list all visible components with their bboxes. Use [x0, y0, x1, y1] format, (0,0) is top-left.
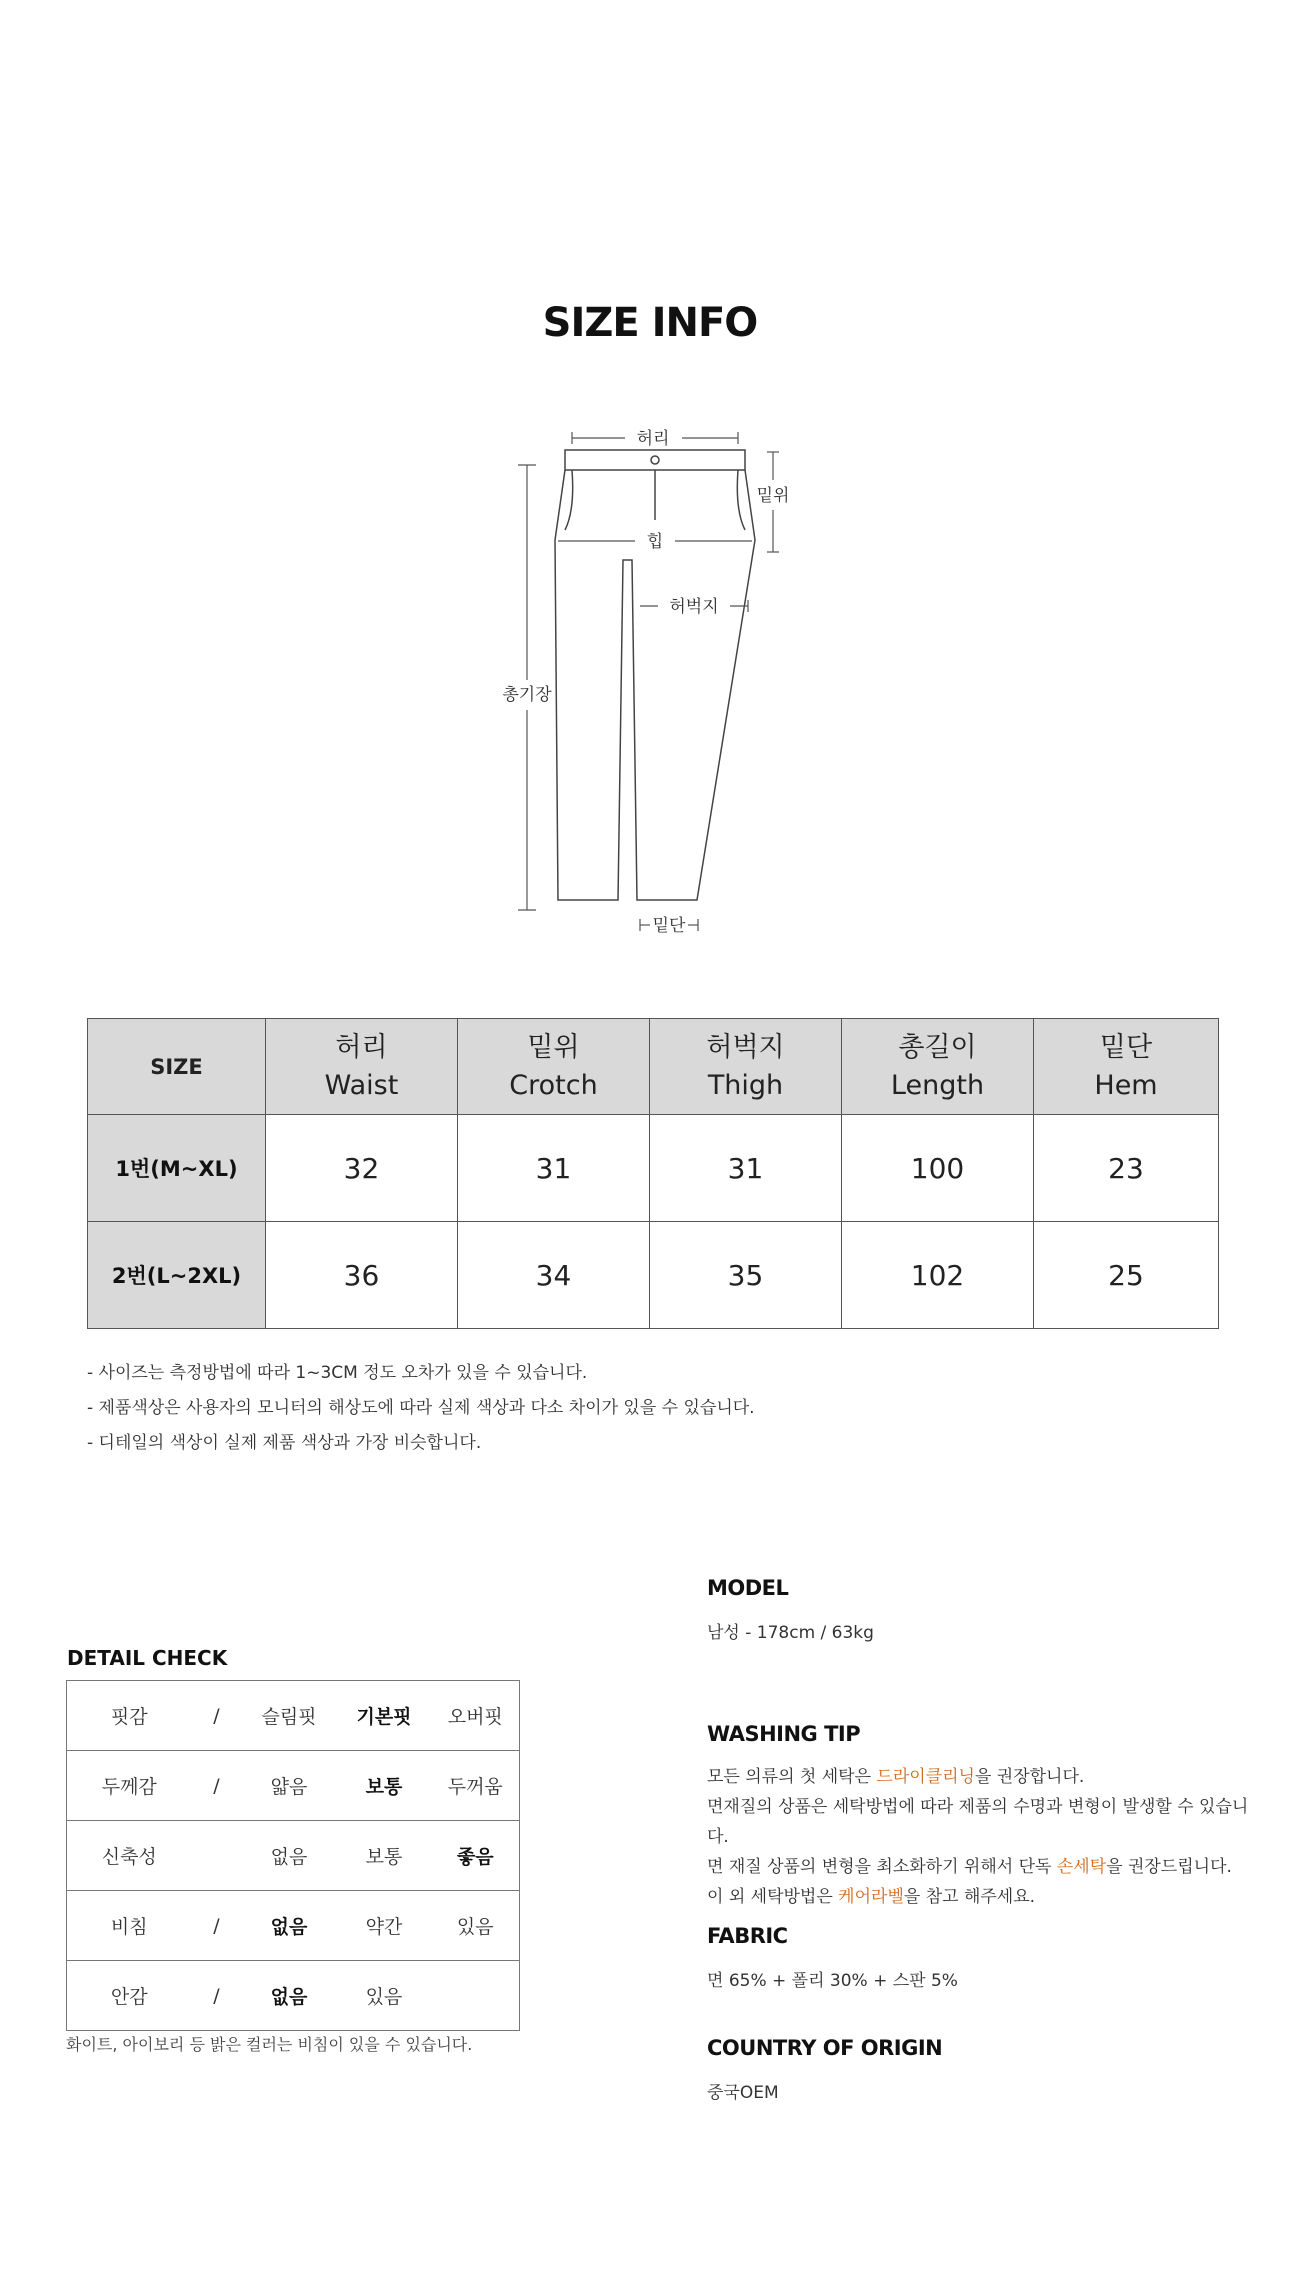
size-cell: 35: [650, 1222, 842, 1329]
size-header-waist: 허리 Waist: [266, 1019, 458, 1115]
detail-row: [67, 1891, 520, 1961]
size-header-corner: SIZE: [88, 1019, 266, 1115]
origin-title: COUNTRY OF ORIGIN: [707, 2036, 943, 2060]
right-pocket: [737, 470, 745, 530]
size-cell: 31: [650, 1115, 842, 1222]
size-cell: 36: [266, 1222, 458, 1329]
size-row-label: 1번(M~XL): [88, 1115, 266, 1222]
pants-measurement-diagram: [490, 420, 810, 940]
size-row-label: 2번(L~2XL): [88, 1222, 266, 1329]
fabric-section: [707, 1924, 958, 1996]
detail-row: [67, 1681, 520, 1751]
size-info-title: SIZE INFO: [542, 300, 758, 346]
size-header-crotch: 밑위 Crotch: [458, 1019, 650, 1115]
detail-option-selected: 보통: [337, 1751, 432, 1821]
detail-option: 있음: [337, 1961, 432, 2031]
hip-label: 힙: [646, 532, 664, 552]
detail-option: 없음: [242, 1821, 337, 1891]
length-label: 총기장: [502, 685, 552, 705]
note-line: - 제품색상은 사용자의 모니터의 해상도에 따라 실제 색상과 다소 차이가 있을 수 있습니다.: [87, 1398, 755, 1418]
size-header-thigh: 허벅지 Thigh: [650, 1019, 842, 1115]
detail-option-selected: 좋음: [432, 1821, 520, 1891]
detail-label: 핏감: [67, 1681, 192, 1751]
detail-option-selected: 없음: [242, 1961, 337, 2031]
size-cell: 31: [458, 1115, 650, 1222]
washing-title: WASHING TIP: [707, 1722, 861, 1746]
waistband-shape: [565, 450, 745, 470]
detail-option: 있음: [432, 1891, 520, 1961]
left-pocket: [565, 470, 573, 530]
detail-label: 신축성: [67, 1821, 192, 1891]
washing-section: [707, 1722, 1267, 1912]
detail-option: [432, 1961, 520, 2031]
model-section: [707, 1576, 874, 1648]
size-table: [87, 1018, 1219, 1329]
pants-diagram-svg: [490, 420, 810, 940]
detail-check-table: [66, 1680, 520, 2031]
detail-label: 비침: [67, 1891, 192, 1961]
detail-check-title: DETAIL CHECK: [67, 1646, 228, 1670]
fabric-title: FABRIC: [707, 1924, 788, 1948]
detail-option-selected: 없음: [242, 1891, 337, 1961]
washing-line: 이 외 세탁방법은 케어라벨을 참고 해주세요.: [707, 1887, 1036, 1907]
highlight-text: 드라이클리닝: [876, 1767, 975, 1787]
detail-check-note: 화이트, 아이보리 등 밝은 컬러는 비침이 있을 수 있습니다.: [66, 2035, 473, 2054]
fabric-text: 면 65% + 폴리 30% + 스판 5%: [707, 1971, 958, 1991]
size-cell: 23: [1034, 1115, 1219, 1222]
detail-option: 두꺼움: [432, 1751, 520, 1821]
table-row: [88, 1115, 1219, 1222]
detail-row: [67, 1751, 520, 1821]
size-header-length: 총길이 Length: [842, 1019, 1034, 1115]
detail-separator: /: [192, 1961, 242, 2031]
rise-label: 밑위: [756, 486, 790, 506]
detail-row: [67, 1961, 520, 2031]
thigh-label: 허벅지: [669, 597, 719, 617]
origin-section: [707, 2036, 942, 2108]
size-cell: 102: [842, 1222, 1034, 1329]
washing-text: [707, 1762, 1267, 1912]
note-line: - 사이즈는 측정방법에 따라 1~3CM 정도 오차가 있을 수 있습니다.: [87, 1363, 588, 1383]
size-notes: [87, 1356, 755, 1461]
detail-separator: /: [192, 1751, 242, 1821]
washing-line: 면재질의 상품은 세탁방법에 따라 제품의 수명과 변형이 발생할 수 있습니다.: [707, 1797, 1249, 1847]
detail-option-selected: 기본핏: [337, 1681, 432, 1751]
detail-separator: [192, 1821, 242, 1891]
waist-label: 허리: [636, 429, 670, 449]
size-cell: 100: [842, 1115, 1034, 1222]
detail-option: 얇음: [242, 1751, 337, 1821]
detail-row: [67, 1821, 520, 1891]
detail-option: 오버핏: [432, 1681, 520, 1751]
size-cell: 34: [458, 1222, 650, 1329]
size-table-header-row: [88, 1019, 1219, 1115]
note-line: - 디테일의 색상이 실제 제품 색상과 가장 비슷합니다.: [87, 1433, 482, 1453]
detail-option: 슬림핏: [242, 1681, 337, 1751]
washing-line: 모든 의류의 첫 세탁은 드라이클리닝을 권장합니다.: [707, 1767, 1085, 1787]
size-header-hem: 밑단 Hem: [1034, 1019, 1219, 1115]
detail-separator: /: [192, 1891, 242, 1961]
size-cell: 32: [266, 1115, 458, 1222]
detail-label: 안감: [67, 1961, 192, 2031]
button-icon: [651, 456, 659, 464]
detail-option: 약간: [337, 1891, 432, 1961]
detail-separator: /: [192, 1681, 242, 1751]
washing-line: 면 재질 상품의 변형을 최소화하기 위해서 단독 손세탁을 권장드립니다.: [707, 1857, 1232, 1877]
origin-text: 중국OEM: [707, 2083, 779, 2103]
hem-label: 밑단: [652, 916, 686, 936]
model-title: MODEL: [707, 1576, 789, 1600]
model-text: 남성 - 178cm / 63kg: [707, 1623, 874, 1643]
size-cell: 25: [1034, 1222, 1219, 1329]
highlight-text: 케어라벨: [838, 1887, 904, 1907]
detail-label: 두께감: [67, 1751, 192, 1821]
highlight-text: 손세탁: [1056, 1857, 1107, 1877]
table-row: [88, 1222, 1219, 1329]
detail-option: 보통: [337, 1821, 432, 1891]
